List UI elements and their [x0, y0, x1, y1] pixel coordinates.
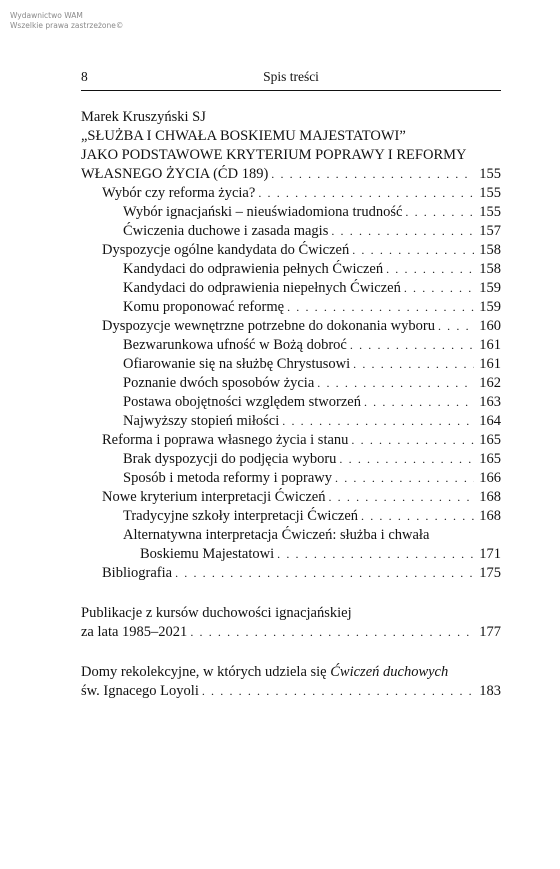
- toc-entry[interactable]: [81, 412, 501, 431]
- toc-entry-text: Brak dyspozycji do podjęcia wyboru: [123, 451, 337, 467]
- toc-entry[interactable]: [81, 469, 501, 488]
- toc-entry-page: 155: [479, 185, 501, 201]
- toc-entry-page: 159: [479, 299, 501, 315]
- toc-entry-page: 165: [479, 451, 501, 467]
- toc-entry-page: 161: [479, 337, 501, 353]
- leader-dots: [331, 222, 474, 241]
- toc-entry-page: 163: [479, 394, 501, 410]
- leader-dots: [351, 431, 474, 450]
- toc-entry[interactable]: [81, 336, 501, 355]
- leader-dots: [287, 298, 474, 317]
- toc-entry-page: 162: [479, 375, 501, 391]
- toc-entry-text: Dyspozycje ogólne kandydata do Ćwiczeń: [102, 242, 350, 258]
- toc-entry-page: 177: [479, 624, 501, 640]
- leader-dots: [277, 545, 474, 564]
- leader-dots: [335, 469, 474, 488]
- toc-entry-page: 159: [479, 280, 501, 296]
- toc-entry-text: Wybór czy reforma życia?: [102, 185, 256, 201]
- toc-entry[interactable]: [81, 241, 501, 260]
- toc-entry[interactable]: [81, 682, 501, 701]
- watermark-rights: Wszelkie prawa zastrzeżone©: [10, 21, 124, 30]
- toc-entry-text: Sposób i metoda reformy i poprawy: [123, 470, 333, 486]
- leader-dots: [258, 184, 474, 203]
- toc-entry[interactable]: [81, 507, 501, 526]
- toc-author: Marek Kruszyński SJ: [81, 109, 206, 125]
- toc-entry[interactable]: [81, 355, 501, 374]
- toc-entry-page: 175: [479, 565, 501, 581]
- toc-entry-page: 161: [479, 356, 501, 372]
- leader-dots: [282, 412, 474, 431]
- toc-entry-text: Postawa obojętności względem stworzeń: [123, 394, 361, 410]
- toc-entry[interactable]: [81, 298, 501, 317]
- toc-entry-page: 158: [479, 242, 501, 258]
- toc-entry-text: Ofiarowanie się na służbę Chrystusowi: [123, 356, 351, 372]
- toc-entry-text: za lata 1985–2021: [81, 624, 188, 640]
- toc-entry[interactable]: [81, 431, 501, 450]
- toc-entry[interactable]: [81, 545, 501, 564]
- toc-entry[interactable]: [81, 184, 501, 203]
- leader-dots: [438, 317, 474, 336]
- toc-entry[interactable]: [81, 203, 501, 222]
- leader-dots: [364, 393, 474, 412]
- toc-title-line: „SŁUŻBA I CHWAŁA BOSKIEMU MAJESTATOWI”: [81, 128, 406, 144]
- leader-dots: [350, 336, 474, 355]
- houses-italic-title: Ćwiczeń duchowych: [330, 664, 449, 680]
- toc-entry-text: Wybór ignacjański – nieuświadomiona trudność: [123, 204, 403, 220]
- toc-entry[interactable]: [81, 222, 501, 241]
- toc-entry-text: Najwyższy stopień miłości: [123, 413, 280, 429]
- toc-entry-text: Reforma i poprawa własnego życia i stanu: [102, 432, 349, 448]
- toc-entry-text: Boskiemu Majestatowi: [140, 546, 275, 562]
- leader-dots: [271, 165, 474, 184]
- toc-entry-continued[interactable]: [81, 526, 501, 545]
- toc-entry-text: Poznanie dwóch sposobów życia: [123, 375, 315, 391]
- toc-entry[interactable]: [81, 450, 501, 469]
- toc-entry[interactable]: [81, 488, 501, 507]
- toc-title-line: JAKO PODSTAWOWE KRYTERIUM POPRAWY I REFORMY: [81, 147, 467, 163]
- toc-entry-text: Alternatywna interpretacja Ćwiczeń: służba i chwała: [123, 527, 430, 543]
- toc-entry-page: 158: [479, 261, 501, 277]
- leader-dots: [353, 355, 474, 374]
- leader-dots: [352, 241, 474, 260]
- toc-entry-text: Kandydaci do odprawienia pełnych Ćwiczeń: [123, 261, 384, 277]
- toc-entry[interactable]: [81, 165, 501, 184]
- leader-dots: [405, 203, 474, 222]
- watermark-publisher: Wydawnictwo WAM: [10, 11, 83, 20]
- toc-entry-text: św. Ignacego Loyoli: [81, 683, 199, 699]
- toc-entry-page: 155: [479, 166, 501, 182]
- toc-entry-page: 168: [479, 508, 501, 524]
- leader-dots: [175, 564, 474, 583]
- leader-dots: [202, 682, 474, 701]
- leader-dots: [190, 623, 474, 642]
- toc-entry-page: 160: [479, 318, 501, 334]
- toc-entry-text: Nowe kryterium interpretacji Ćwiczeń: [102, 489, 326, 505]
- toc-entry[interactable]: [81, 260, 501, 279]
- toc-entry-text: Kandydaci do odprawienia niepełnych Ćwiczeń: [123, 280, 401, 296]
- toc-entry-page: 166: [479, 470, 501, 486]
- leader-dots: [361, 507, 474, 526]
- toc-entry-page: 168: [479, 489, 501, 505]
- leader-dots: [386, 260, 474, 279]
- toc-entry-text: Tradycyjne szkoły interpretacji Ćwiczeń: [123, 508, 359, 524]
- houses-text: Domy rekolekcyjne, w których udziela się: [81, 664, 331, 680]
- running-title: Spis treści: [263, 69, 319, 84]
- leader-dots: [317, 374, 474, 393]
- page-number: 8: [81, 69, 88, 84]
- toc-entry-text: Bibliografia: [102, 565, 173, 581]
- publisher-watermark: [10, 11, 123, 31]
- toc-entry[interactable]: [81, 623, 501, 642]
- toc-entry-page: 171: [479, 546, 501, 562]
- toc-entry-text: Dyspozycje wewnętrzne potrzebne do dokonania wyboru: [102, 318, 435, 334]
- toc-entry[interactable]: [81, 393, 501, 412]
- toc-entry-text: WŁASNEGO ŻYCIA (ĆD 189): [81, 166, 269, 182]
- leader-dots: [404, 279, 474, 298]
- toc-entry-page: 165: [479, 432, 501, 448]
- toc-entry[interactable]: [81, 279, 501, 298]
- toc-entry[interactable]: [81, 374, 501, 393]
- toc-entry-text: Bezwarunkowa ufność w Bożą dobroć: [123, 337, 347, 353]
- toc-entry-page: 155: [479, 204, 501, 220]
- toc-entry-page: 183: [479, 683, 501, 699]
- toc-houses-line: [81, 663, 501, 682]
- toc-publications-line: Publikacje z kursów duchowości ignacjańskiej: [81, 605, 352, 621]
- toc-entry[interactable]: [81, 564, 501, 583]
- leader-dots: [339, 450, 474, 469]
- toc-entry-page: 164: [479, 413, 501, 429]
- toc-entry-text: Ćwiczenia duchowe i zasada magis: [123, 223, 329, 239]
- leader-dots: [328, 488, 474, 507]
- header-rule: [81, 90, 501, 91]
- toc-entry[interactable]: [81, 317, 501, 336]
- toc-entry-text: Komu proponować reformę: [123, 299, 285, 315]
- toc-entry-page: 157: [479, 223, 501, 239]
